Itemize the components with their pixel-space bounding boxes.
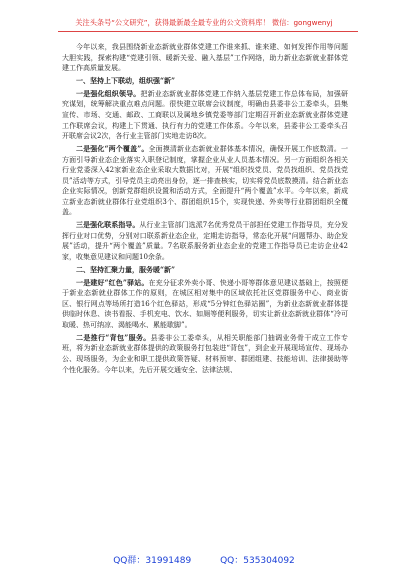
document-body [62,42,348,377]
item-paragraph [62,144,348,218]
item-lead: 一是强化组织领导。 [76,88,141,98]
page-footer [0,553,408,566]
item-lead: 二是推行“背包”服务。 [76,332,151,342]
footer-qq-group: QQ群：31991489 [113,556,192,566]
item-paragraph [62,220,348,262]
item-text: 把新业态新就业群体党建工作纳入基层党建工作总体布局，加强研究谋划，统筹解决重点难点问题。很快建立联席会议制度，明确由县委非公工委牵头，县集宣传、市场、交通、邮政、工商联以及属地乡镇党委等部门定期召开新业态新就业群体党建工作联席会议，构建上下贯通、执行有力的党建工作体系。今年以来，县委非公工委牵头召开联席会议2次，各行业主管部门实地走访8次。 [62,89,349,141]
item-paragraph [62,278,348,331]
header-divider [58,31,358,32]
item-paragraph [62,333,348,375]
section-heading-2: 二、坚持汇聚力量，服务暖“新” [76,264,176,274]
item-text: 县委非公工委牵头，从相关职能部门抽调业务骨干成立工作专班，将为新业态新就业群体提供的政策服务打包装进“背包”，到企业开展现场宣传、现场办公、现场服务，为企业和职工提供政策答疑、材料预审、群团组建、技能培训、法律援助等个性化服务。今年以来，先后开展交通安全、法律法规、 [62,333,348,374]
item-lead: 三是强化联系指导。 [76,220,140,230]
item-text: 全面摸清新业态新就业群体基本情况，确保开展工作底数清。一方面引导新业态企业落实入职登记制度，掌握企业从业人员基本情况。另一方面组织各相关行业党委深入42家新业态企业采取大数据比对，开展“组织找党员、党员找组织、党员找党员”活动等方式，引导党员主动亮出身份，逐一排查核实，切实将党员底数摸清。结合新业态企业实际情况，创新党群组织设置和活动方式，全面提升“两个覆盖”水平。今年以来，新成立新业态新就业群体行业党组织3个、群团组织15个，实现快递、外卖等行业群团组织全覆盖。 [62,144,348,217]
item-text: 从行业主管部门选派7名优秀党员干部担任党建工作指导员，充分发挥行业对口优势，分别对口联系新业态企业，定期走访指导，常态化开展“问题帮办、助企发展”活动，提升“两个覆盖”质量。7名联系服务新业态企业的党建工作指导员已走访企业42家，收集意见建议和问题10余条。 [62,221,349,262]
section-heading-1: 一、坚持上下联动，组织强“新” [76,75,176,85]
item-paragraph [62,89,348,142]
footer-qq: QQ：535304092 [220,556,295,566]
item-lead: 二是强化“两个覆盖”。 [76,143,149,153]
page-header: 关注头条号“公文研究”，获得最新最全最专业的公文资料库！ 微信：gongwenyj [75,18,333,27]
intro-paragraph: 今年以来，我县围绕新业态新就业群体党建工作谁来抓、谁来建、如何发挥作用等问题大胆实践，探索构建“党建引领、暖新关爱、融入基层”工作网络，助力新业态新就业群体党建工作高质量发展。 [62,43,348,73]
item-text: 在充分征求外卖小哥、快递小哥等群体意见建议基础上，按照便于新业态新就业群体工作的原则，在城区相对集中的区域依托社区党群服务中心、商业街区、银行网点等场所打造16个红色驿站，形成“5分钟红色驿站圈”，为新业态新就业群体提供临时休息、读书看报、手机充电、饮水、如厕等便利服务，切实让新业态新就业群体“冷可取暖、热可纳凉、渴能喝水、累能歇脚”。 [62,278,348,329]
item-lead: 一是建好“红色”驿站。 [76,277,149,287]
